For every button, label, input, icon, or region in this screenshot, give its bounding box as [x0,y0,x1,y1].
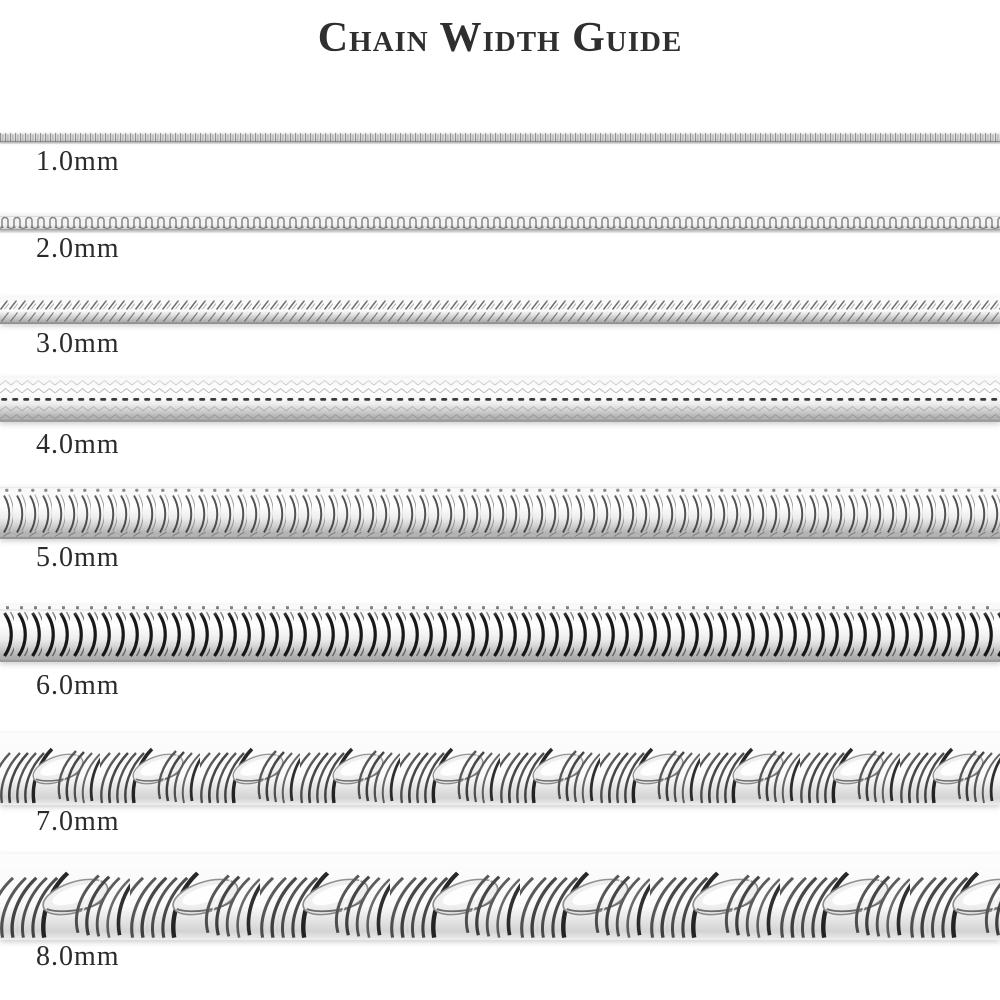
chain-photo-5mm-snake-chain [0,487,1000,539]
page-title: Chain Width Guide [317,15,683,61]
chain-width-label-2mm: 2.0mm [36,233,120,264]
chain-photo-7mm-rope-chain [0,733,1000,805]
chain-width-label-8mm: 8.0mm [36,941,120,972]
chain-width-label-4mm: 4.0mm [36,429,120,460]
chain-photo-8mm-rope-chain [0,854,1000,940]
chain-width-label-5mm: 5.0mm [36,542,120,573]
chain-photo-6mm-snake-chain [0,605,1000,662]
chain-width-label-7mm: 7.0mm [36,806,120,837]
chain-photo-2mm-box-chain [0,212,1000,233]
chain-photo-3mm-snake-chain [0,297,1000,324]
chain-width-label-1mm: 1.0mm [36,146,120,177]
chain-width-label-6mm: 6.0mm [36,670,120,701]
chain-photo-4mm-snake-chain [0,377,1000,422]
chain-photo-1mm-box-chain [0,131,1000,144]
chain-width-label-3mm: 3.0mm [36,328,120,359]
